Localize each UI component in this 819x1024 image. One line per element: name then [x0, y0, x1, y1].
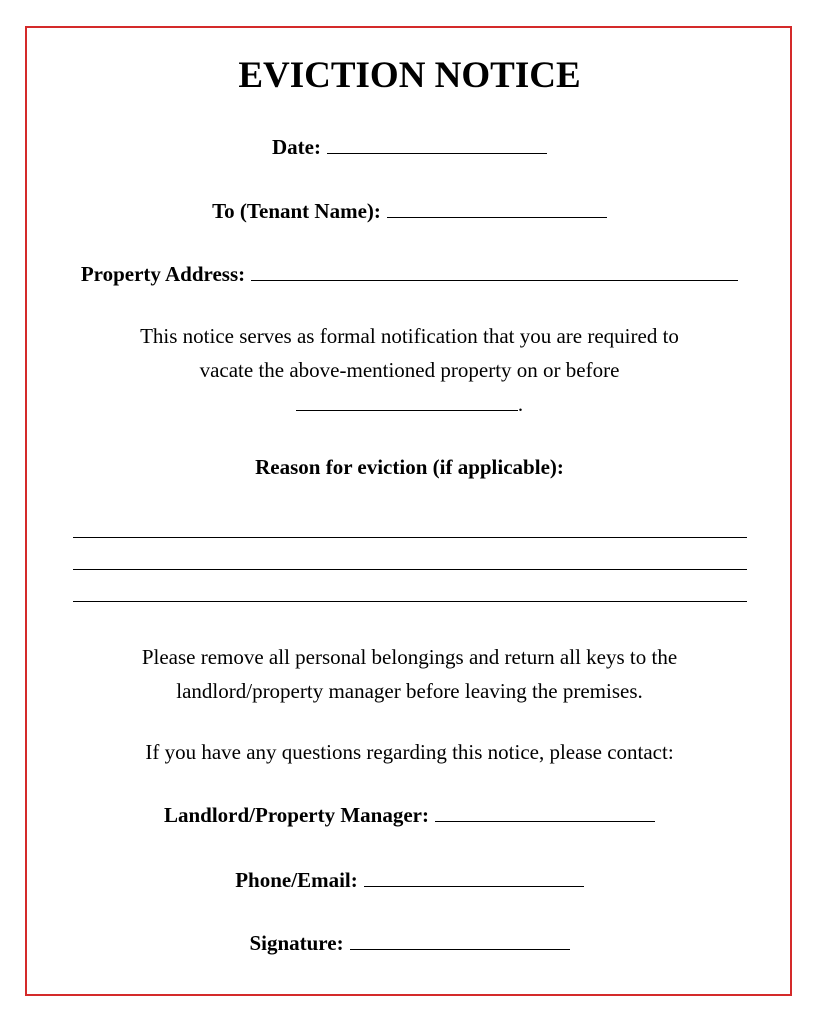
date-field	[0, 133, 819, 161]
signature-blank-line[interactable]	[350, 929, 570, 950]
tenant-name-field	[0, 197, 819, 225]
instructions-paragraph	[0, 640, 819, 708]
date-label: Date:	[272, 135, 321, 159]
instructions-line-1: Please remove all personal belongings and return all keys to the	[141, 645, 678, 669]
property-address-field	[0, 260, 819, 288]
landlord-blank-line[interactable]	[435, 801, 655, 822]
contact-prompt-text: If you have any questions regarding this notice, please contact:	[145, 740, 674, 764]
contact-field	[0, 866, 819, 894]
reason-blank-line-1[interactable]	[73, 537, 747, 538]
notice-line-3	[0, 387, 819, 421]
tenant-name-blank-line[interactable]	[387, 197, 607, 218]
tenant-name-label: To (Tenant Name):	[212, 199, 381, 223]
landlord-field	[0, 801, 819, 829]
contact-label: Phone/Email:	[235, 868, 358, 892]
signature-label: Signature:	[249, 931, 344, 955]
notice-period: .	[517, 392, 524, 416]
page-border	[25, 26, 792, 996]
reason-blank-line-3[interactable]	[73, 601, 747, 602]
reason-blank-line-2[interactable]	[73, 569, 747, 570]
contact-blank-line[interactable]	[364, 866, 584, 887]
property-address-blank-line[interactable]	[251, 260, 738, 281]
reason-label: Reason for eviction (if applicable):	[255, 455, 564, 479]
contact-prompt	[0, 735, 819, 769]
notice-line-1: This notice serves as formal notification that you are required to	[140, 324, 679, 348]
vacate-date-blank-line[interactable]	[296, 390, 518, 411]
reason-heading	[0, 453, 819, 481]
notice-paragraph	[0, 319, 819, 421]
instructions-line-2: landlord/property manager before leaving the premises.	[176, 679, 643, 703]
notice-line-2: vacate the above-mentioned property on or before	[199, 358, 620, 382]
document-title: EVICTION NOTICE	[238, 55, 581, 96]
landlord-label: Landlord/Property Manager:	[163, 803, 429, 827]
date-blank-line[interactable]	[327, 133, 547, 154]
signature-field	[0, 929, 819, 957]
property-address-label: Property Address:	[80, 262, 246, 286]
